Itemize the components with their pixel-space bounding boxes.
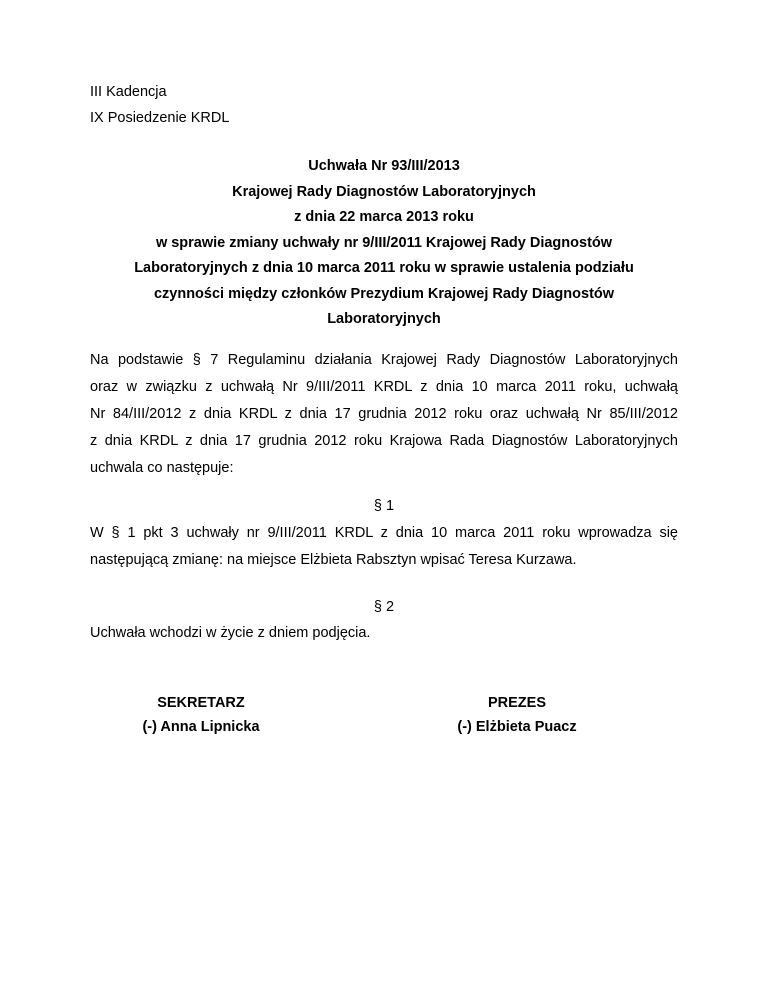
title-line: z dnia 22 marca 2013 roku — [294, 209, 474, 225]
title-line: Laboratoryjnych — [327, 311, 441, 327]
president-role: PREZES — [487, 695, 546, 711]
section-1-mark: § 1 — [373, 498, 395, 514]
paragraph-line: z dnia KRDL z dnia 17 grudnia 2012 roku Krajowa Rada Diagnostów Laboratoryjnych — [90, 433, 678, 449]
paragraph-line: W § 1 pkt 3 uchwały nr 9/III/2011 KRDL z dnia 10 marca 2011 roku wprowadza się — [90, 525, 678, 541]
term-label: III Kadencja — [90, 84, 167, 100]
preamble-paragraph — [90, 347, 678, 482]
paragraph-line: Na podstawie § 7 Regulaminu działania Krajowej Rady Diagnostów Laboratoryjnych — [90, 352, 678, 368]
session-label: IX Posiedzenie KRDL — [90, 110, 230, 126]
paragraph-line: Nr 84/III/2012 z dnia KRDL z dnia 17 grudnia 2012 roku oraz uchwałą Nr 85/III/2012 — [90, 406, 678, 422]
paragraph-line: następującą zmianę: na miejsce Elżbieta Rabsztyn wpisać Teresa Kurzawa. — [90, 552, 577, 568]
section-2-paragraph — [90, 620, 678, 647]
president-name: (-) Elżbieta Puacz — [457, 719, 577, 735]
title-line: Uchwała Nr 93/III/2013 — [308, 158, 460, 174]
title-line: czynności między członków Prezydium Krajowej Rady Diagnostów — [153, 285, 615, 302]
paragraph-line: Uchwała wchodzi w życie z dniem podjęcia. — [90, 625, 371, 641]
title-line: Laboratoryjnych z dnia 10 marca 2011 roku w sprawie ustalenia podziału — [134, 260, 634, 276]
resolution-title — [90, 154, 678, 333]
paragraph-line: oraz w związku z uchwałą Nr 9/III/2011 KRDL z dnia 10 marca 2011 roku, uchwałą — [90, 379, 678, 395]
secretary-role: SEKRETARZ — [157, 695, 245, 711]
title-line: w sprawie zmiany uchwały nr 9/III/2011 Krajowej Rady Diagnostów — [155, 234, 613, 251]
secretary-name: (-) Anna Lipnicka — [142, 719, 260, 735]
paragraph-line: uchwala co następuje: — [90, 460, 234, 476]
title-line: Krajowej Rady Diagnostów Laboratoryjnych — [232, 183, 536, 200]
section-1-paragraph — [90, 520, 678, 574]
section-2-mark: § 2 — [373, 599, 395, 615]
